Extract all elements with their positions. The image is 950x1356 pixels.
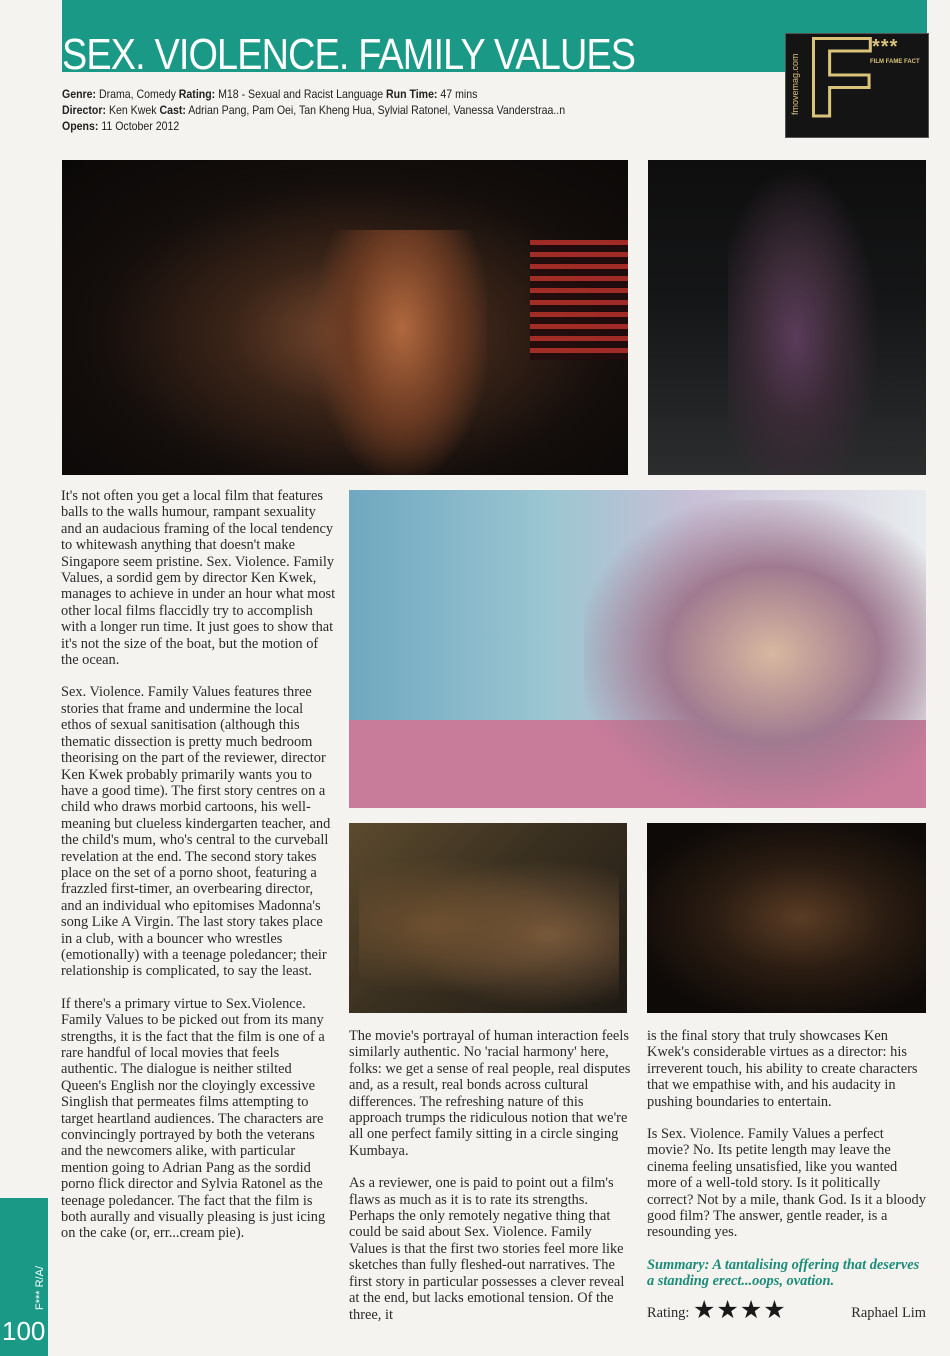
director-value: Ken Kwek [108, 103, 157, 117]
author-name: Raphael Lim [851, 1305, 926, 1321]
film-still-two-men [349, 823, 627, 1013]
paragraph: It's not often you get a local film that features balls to the walls humour, rampant sexuality and an audacious framing of the local tendency to whitewash anything that doesn't make Singapore seem pristine. Sex. Violence. Family Values, a sordid gem by director Ken Kwek, manages to achieve in under an hour what most other local films flaccidly try to accomplish with a longer run time. It just goes to show that it's not the size of the boat, but the motion of the ocean. [61, 488, 336, 669]
opens-label: Opens: [62, 119, 99, 133]
woman-on-phone-figure [584, 500, 926, 808]
cast-value: Adrian Pang, Pam Oei, Tan Kheng Hua, Sylvial Ratonel, Vanessa Vanderstraa..n [188, 103, 566, 117]
paragraph: The movie's portrayal of human interaction feels similarly authentic. No 'racial harmony' here, folks: we get a sense of real people, real disputes and, as a result, real bonds across cultural differences. The refreshing nature of this approach trumps the ridiculous notion that we're all one perfect family sitting in a circle singing Kumbaya. [349, 1028, 631, 1159]
review-rating-label: Rating: [647, 1305, 690, 1321]
paragraph: If there's a primary virtue to Sex.Violence. Family Values to be picked out from its many strengths, it is the fact that the film is one of a rare handful of local movies that feels authentic. The dialogue is neither stilted Queen's English nor the cloyingly excessive Singlish that permeates films attempting to target heartland audiences. The characters are convincingly portrayed by both the veterans and the newcomers alike, with particular mention going to Adrian Pang as the sordid porno flick director and Sylvia Ratonel as the teenage poledancer. The fact that the film is both aurally and visually pleasing is just icing on the cake (or, err...cream pie). [61, 995, 326, 1242]
page-number: 100 [2, 1316, 46, 1346]
logo-side-text: fmovemag.com [790, 53, 800, 115]
film-still-dark-figure [647, 823, 926, 1013]
info-row-2 [62, 102, 678, 118]
paragraph: Sex. Violence. Family Values features three stories that frame and undermine the local ethos of sexual sanitisation (although this thematic dissection is pretty much bedroom theorising on the part of the reviewer, director Ken Kwek probably primarily wants you to have a good time). The first story centres on a child who draws morbid cartoons, his well-meaning but clueless kindergarten teacher, and the child's mum, who's central to the curveball revelation at the end. The second story takes place on the set of a porno shoot, featuring a frazzled first-timer, an overbearing director, and an individual who epitomises Madonna's song Like A Virgin. The last story takes place in a club, with a bouncer who wrestles (emotionally) with a teenage poledancer; their relationship is complicated, to say the least. [61, 684, 331, 980]
section-label: F*** R/A/ [34, 1265, 46, 1310]
genre-value: Drama, Comedy [98, 87, 176, 101]
logo-stars: *** [872, 36, 899, 58]
dancer-figure [317, 230, 487, 475]
star-rating-icon: ★★★★ [693, 1295, 787, 1324]
article-column-1 [61, 488, 336, 1258]
neon-stripes [530, 240, 628, 360]
fmovemag-logo [785, 15, 929, 140]
girl-figure [728, 170, 878, 475]
film-still-kindergarten [349, 490, 926, 808]
paragraph: As a reviewer, one is paid to point out a film's flaws as much as it is to rate its strengths. Perhaps the only remotely negative thing that could be said about Sex. Violence. Family Values is that the first two stories feel more like sketches than fully fleshed-out narratives. The first story in particular possesses a clever reveal at the end, but lacks emotional tension. Of the three, it [349, 1175, 625, 1323]
cast-label: Cast: [159, 103, 186, 117]
info-row-1 [62, 86, 678, 102]
director-label: Director: [62, 103, 107, 117]
logo-tagline: FILM FAME FACT [870, 59, 920, 65]
film-still-poledancer [62, 160, 628, 475]
opens-value: 11 October 2012 [101, 119, 180, 133]
film-info [62, 86, 762, 134]
paragraph: is the final story that truly showcases Ken Kwek's considerable virtues as a director: his irreverent touch, his ability to create characters that we empathise with, and his audacity in pushing boundaries to entertain. [647, 1028, 918, 1110]
runtime-value: 47 mins [440, 87, 478, 101]
logo-letter: F [806, 15, 875, 140]
article-column-3 [647, 1028, 926, 1306]
film-still-girl-sequin-top [648, 160, 926, 475]
rating-value: M18 - Sexual and Racist Language [218, 87, 384, 101]
men-figures [359, 838, 619, 1013]
rating-label: Rating: [178, 87, 216, 101]
info-row-3 [62, 118, 678, 134]
article-column-2 [349, 1028, 632, 1339]
page-title: SEX. VIOLENCE. FAMILY VALUES [62, 30, 636, 79]
genre-label: Genre: [62, 87, 97, 101]
paragraph: Is Sex. Violence. Family Values a perfect movie? No. Its petite length may leave the cinema feeling unsatisfied, like you wanted more of a well-told story. Is it politically correct? Not by a mile, thank God. Is it a bloody good film? The answer, gentle reader, is a resounding yes. [647, 1126, 926, 1241]
summary-text: Summary: A tantalising offering that deserves a standing erect...oops, ovation. [647, 1256, 920, 1290]
runtime-label: Run Time: [386, 87, 438, 101]
review-rating [647, 1295, 926, 1324]
